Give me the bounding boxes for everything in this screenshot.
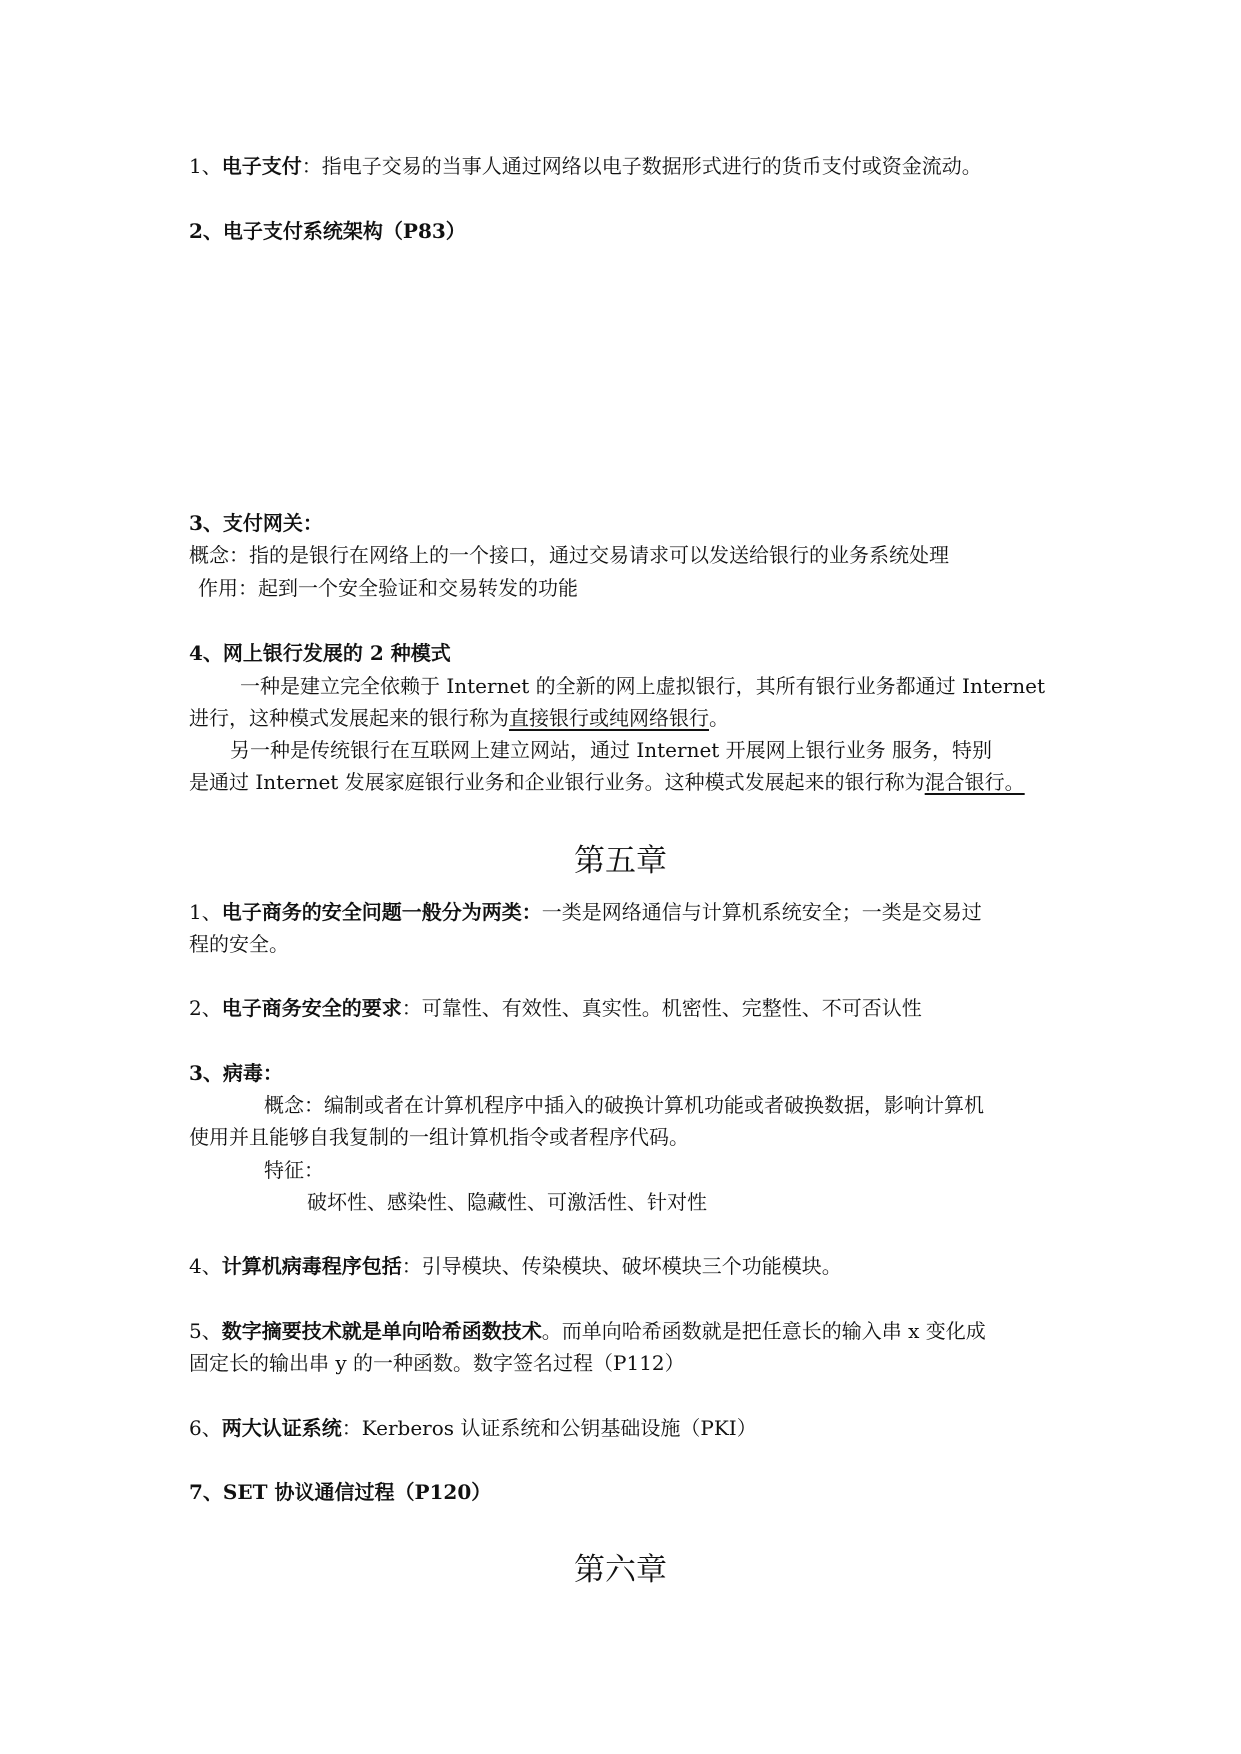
definition: 指电子交易的当事人通过网络以电子数据形式进行的货币支付或资金流动。 [321, 154, 982, 178]
ch4-item3-heading [189, 513, 323, 533]
ch4-item4-heading [189, 643, 451, 663]
heading-text: 网上银行发展的 2 种模式 [222, 641, 451, 665]
definition: 一类是网络通信与计算机系统安全；一类是交易过 [541, 900, 982, 924]
item-number: 4、 [189, 641, 223, 665]
underlined-term: 直接银行或纯网络银行 [509, 706, 709, 730]
ch5-item6 [189, 1418, 757, 1438]
item-number: 5、 [189, 1319, 222, 1343]
chapter-6-heading: 第六章 [574, 1552, 667, 1588]
payment-gateway-function: 作用：起到一个安全验证和交易转发的功能 [198, 576, 578, 600]
item-number: 7、 [189, 1480, 223, 1504]
underlined-term: 混合银行。 [924, 770, 1025, 794]
item-number: 4、 [189, 1254, 222, 1278]
term: 数字摘要技术就是单向哈希函数技术 [221, 1319, 542, 1343]
payment-gateway-concept: 概念：指的是银行在网络上的一个接口，通过交易请求可以发送给银行的业务系统处理 [189, 543, 949, 567]
separator: ： [341, 1416, 362, 1440]
separator: ： [301, 154, 322, 178]
chapter-5-heading: 第五章 [574, 843, 667, 879]
text: 进行，这种模式发展起来的银行称为 [189, 706, 509, 730]
mode2-line2 [189, 772, 1025, 792]
term: 电子商务的安全问题一般分为两类： [221, 900, 542, 924]
item-number: 2、 [189, 219, 223, 243]
item-number: 1、 [189, 154, 222, 178]
mode1-line2 [189, 708, 729, 728]
virus-concept-line2: 使用并且能够自我复制的一组计算机指令或者程序代码。 [189, 1125, 689, 1149]
heading-text: SET 协议通信过程（P120） [222, 1480, 492, 1504]
separator: ： [401, 1254, 422, 1278]
ch5-item2 [189, 998, 922, 1018]
ch4-item2-heading [189, 221, 466, 241]
ch5-item5 [189, 1321, 986, 1341]
ch5-item3-heading [189, 1063, 283, 1083]
text: 是通过 Internet 发展家庭银行业务和企业银行业务。这种模式发展起来的银行称为 [189, 770, 925, 794]
heading-text: 电子支付系统架构（P83） [222, 219, 466, 243]
definition: Kerberos 认证系统和公钥基础设施（PKI） [361, 1416, 757, 1440]
ch5-item1 [189, 902, 982, 922]
item-number: 6、 [189, 1416, 222, 1440]
item-number: 3、 [189, 1061, 223, 1085]
virus-concept-line1: 概念：编制或者在计算机程序中插入的破换计算机功能或者破换数据，影响计算机 [264, 1093, 984, 1117]
definition: 可靠性、有效性、真实性。机密性、完整性、不可否认性 [421, 996, 922, 1020]
separator: ： [401, 996, 422, 1020]
text: 。 [709, 706, 729, 730]
term: 两大认证系统 [221, 1416, 342, 1440]
item-number: 1、 [189, 900, 222, 924]
ch4-item1 [189, 156, 982, 176]
item-number: 3、 [189, 511, 223, 535]
item-number: 2、 [189, 996, 222, 1020]
virus-features-label: 特征： [264, 1158, 324, 1182]
ch5-item4 [189, 1256, 842, 1276]
mode2-line1: 另一种是传统银行在互联网上建立网站，通过 Internet 开展网上银行业务 服务，特别 [230, 738, 993, 762]
ch5-item1-continued: 程的安全。 [189, 932, 289, 956]
term: 电子支付 [221, 154, 302, 178]
mode1-line1: 一种是建立完全依赖于 Internet 的全新的网上虚拟银行，其所有银行业务都通过 Internet [240, 674, 1046, 698]
ch5-item5-continued: 固定长的输出串 y 的一种函数。数字签名过程（P112） [189, 1351, 685, 1375]
heading-text: 病毒： [222, 1061, 283, 1085]
definition: 引导模块、传染模块、破坏模块三个功能模块。 [421, 1254, 842, 1278]
ch5-item7-heading [189, 1482, 491, 1502]
definition: 。而单向哈希函数就是把任意长的输入串 x 变化成 [541, 1319, 986, 1343]
term: 计算机病毒程序包括 [221, 1254, 402, 1278]
heading-text: 支付网关： [222, 511, 323, 535]
virus-features: 破坏性、感染性、隐藏性、可激活性、针对性 [307, 1190, 707, 1214]
term: 电子商务安全的要求 [221, 996, 402, 1020]
